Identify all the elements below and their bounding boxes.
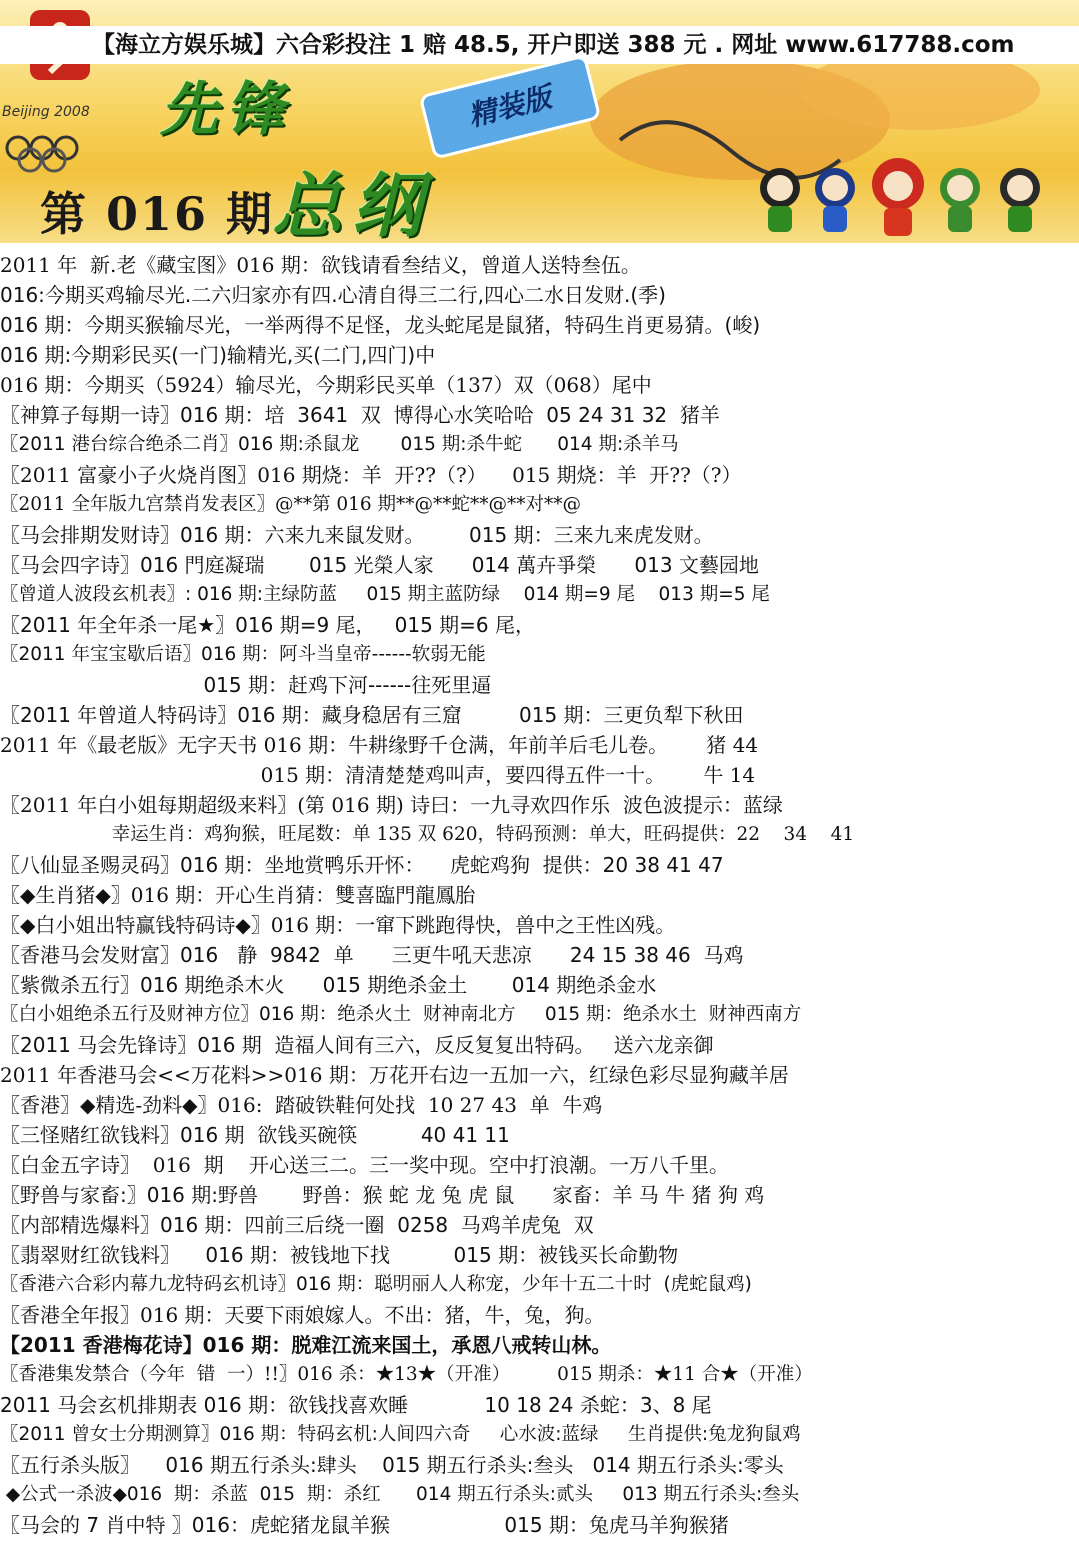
content-line: 〖2011 港台综合绝杀二肖〗016 期:杀鼠龙 015 期:杀牛蛇 014 期:杀羊马 [0,434,679,455]
content-line: 〖马会的 7 肖中特 〗016：虎蛇猪龙鼠羊猴 015 期：兔虎马羊狗猴猪 [0,1513,729,1537]
content-line: 〖◆白小姐出特赢钱特码诗◆〗016 期：一窜下跳跑得快，兽中之王性凶残。 [0,913,676,937]
content-line: 2011 年香港马会<<万花料>>016 期：万花开右边一五加一六，红绿色彩尽显狗藏羊居 [0,1063,789,1087]
content-line: ◆公式一杀波◆016 期：杀蓝 015 期：杀红 014 期五行杀头:贰头 013 期五行杀头:叁头 [0,1484,800,1505]
content-line: 〖2011 富豪小子火烧肖图〗016 期烧：羊 开??（?） 015 期烧：羊 开??（?） [0,463,742,487]
header-banner [0,0,1079,243]
content-line: 2011 年《最老版》无字天书 016 期：牛耕缘野千仓满，年前羊后毛儿卷。 猪 44 [0,733,759,757]
content-line: 015 期：赶鸡下河------往死里逼 [0,673,492,697]
content-line: 〖马会四字诗〗016 門庭凝瑞 015 光榮人家 014 萬卉爭榮 013 文藝园地 [0,553,759,577]
mascots-illustration [580,60,1079,243]
content-line: 〖五行杀头版〗 016 期五行杀头:肆头 015 期五行杀头:叁头 014 期五行杀头:零头 [0,1453,784,1477]
content-line: 〖香港全年报〗016 期：天要下雨娘嫁人。不出：猪，牛，兔，狗。 [0,1303,605,1327]
content-line: 〖白金五字诗〗 016 期 开心送三二。三一奖中现。空中打浪潮。一万八千里。 [0,1153,730,1177]
content-line: 〖香港集发禁合（今年 错 一）!!〗016 杀：★13★（开准） 015 期杀：★11 合★（开准） [0,1364,813,1385]
advertisement-bar: 【海立方娱乐城】六合彩投注 1 赔 48.5, 开户即送 388 元 . 网址 www.617788.com [0,26,1079,64]
issue-number-label: 第 016 期 [40,187,275,241]
content-line: 〖2011 马会先锋诗〗016 期 造福人间有三六，反反复复出特码。 送六龙亲御 [0,1033,714,1057]
content-line: 〖马会排期发财诗〗016 期：六来九来鼠发财。 015 期：三来九来虎发财。 [0,523,714,547]
content-line: 016:今期买鸡输尽光.二六归家亦有四.心清自得三二行,四心二水日发财.(季) [0,283,666,307]
content-line: 〖白小姐绝杀五行及财神方位〗016 期：绝杀火土 财神南北方 015 期：绝杀水土 财神西南方 [0,1004,802,1025]
content-line: 〖香港马会发财富〗016 静 9842 单 三更牛吼天悲凉 24 15 38 46 马鸡 [0,943,744,967]
content-line: 〖神算子每期一诗〗016 期：培 3641 双 博得心水笑哈哈 05 24 31 32 猪羊 [0,403,720,427]
content-line: 〖2011 年全年杀一尾★〗016 期=9 尾， 015 期=6 尾， [0,613,535,637]
content-line: 〖紫微杀五行〗016 期绝杀木火 015 期绝杀金土 014 期绝杀金水 [0,973,657,997]
content-line: 〖曾道人波段玄机表〗: 016 期:主绿防蓝 015 期主蓝防绿 014 期=9 尾 013 期=5 尾 [0,584,770,605]
content-line: 〖香港六合彩内幕九龙特码玄机诗〗016 期：聪明丽人人称宠，少年十五二十时 (虎蛇鼠鸡) [0,1274,752,1295]
prediction-list [0,250,1079,1555]
banner-title-bottom: 总纲 [272,165,432,243]
content-line: 〖2011 年白小姐每期超级来料〗(第 016 期) 诗曰：一九寻欢四作乐 波色波提示：蓝绿 [0,793,783,817]
beijing-2008-caption: Beijing 2008 [2,104,90,120]
content-line: 〖内部精选爆料〗016 期：四前三后绕一圈 0258 马鸡羊虎兔 双 [0,1213,594,1237]
content-line: 〖翡翠财红欲钱料〗 016 期：被钱地下找 015 期：被钱买长命勤物 [0,1243,679,1267]
content-line: 016 期：今期买（5924）输尽光，今期彩民买单（137）双（068）尾中 [0,373,652,397]
content-line: 〖香港〗◆精选-劲料◆〗016: 踏破铁鞋何处找 10 27 43 单 牛鸡 [0,1093,603,1117]
content-line: 〖◆生肖猪◆〗016 期：开心生肖猜：雙喜臨門龍鳳胎 [0,883,476,907]
content-line: 016 期:今期彩民买(一门)输精光,买(二门,四门)中 [0,343,436,367]
content-line: 〖八仙显圣赐灵码〗016 期：坐地赏鸭乐开怀： 虎蛇鸡狗 提供：20 38 41 47 [0,853,724,877]
content-line: 幸运生肖：鸡狗猴，旺尾数：单 135 双 620，特码预测：单大，旺码提供：22 34 41 [0,824,855,845]
banner-title-top: 先锋 [160,75,293,143]
content-line: 〖三怪赌红欲钱料〗016 期 欲钱买碗筷 40 41 11 [0,1123,510,1147]
content-line: 2011 马会玄机排期表 016 期：欲钱找喜欢睡 10 18 24 杀蛇：3、8 尾 [0,1393,712,1417]
content-line: 〖2011 年曾道人特码诗〗016 期：藏身稳居有三窟 015 期：三更负犁下秋田 [0,703,744,727]
content-line: 【2011 香港梅花诗】016 期：脱难江流来国土，承恩八戒转山林。 [0,1333,612,1357]
content-line: 〖2011 全年版九宫禁肖发表区〗@**第 016 期**@**蛇**@**对**@ [0,494,582,515]
edition-badge: 精装版 [419,54,602,160]
content-line: 〖2011 曾女士分期测算〗016 期：特码玄机:人间四六奇 心水波:蓝绿 生肖提供:兔龙狗鼠鸡 [0,1424,801,1445]
content-line: 2011 年 新.老《藏宝图》016 期：欲钱请看叁结义，曾道人送特叁伍。 [0,253,641,277]
content-line: 〖野兽与家畜:〗016 期:野兽 野兽：猴 蛇 龙 兔 虎 鼠 家畜：羊 马 牛 猪 狗 鸡 [0,1183,765,1207]
content-line: 015 期：清清楚楚鸡叫声，要四得五件一十。 牛 14 [0,763,756,787]
content-line: 016 期：今期买猴输尽光，一举两得不足怪，龙头蛇尾是鼠猪，特码生肖更易猜。(峻) [0,313,761,337]
content-line: 〖2011 年宝宝歇后语〗016 期：阿斗当皇帝------软弱无能 [0,644,486,665]
